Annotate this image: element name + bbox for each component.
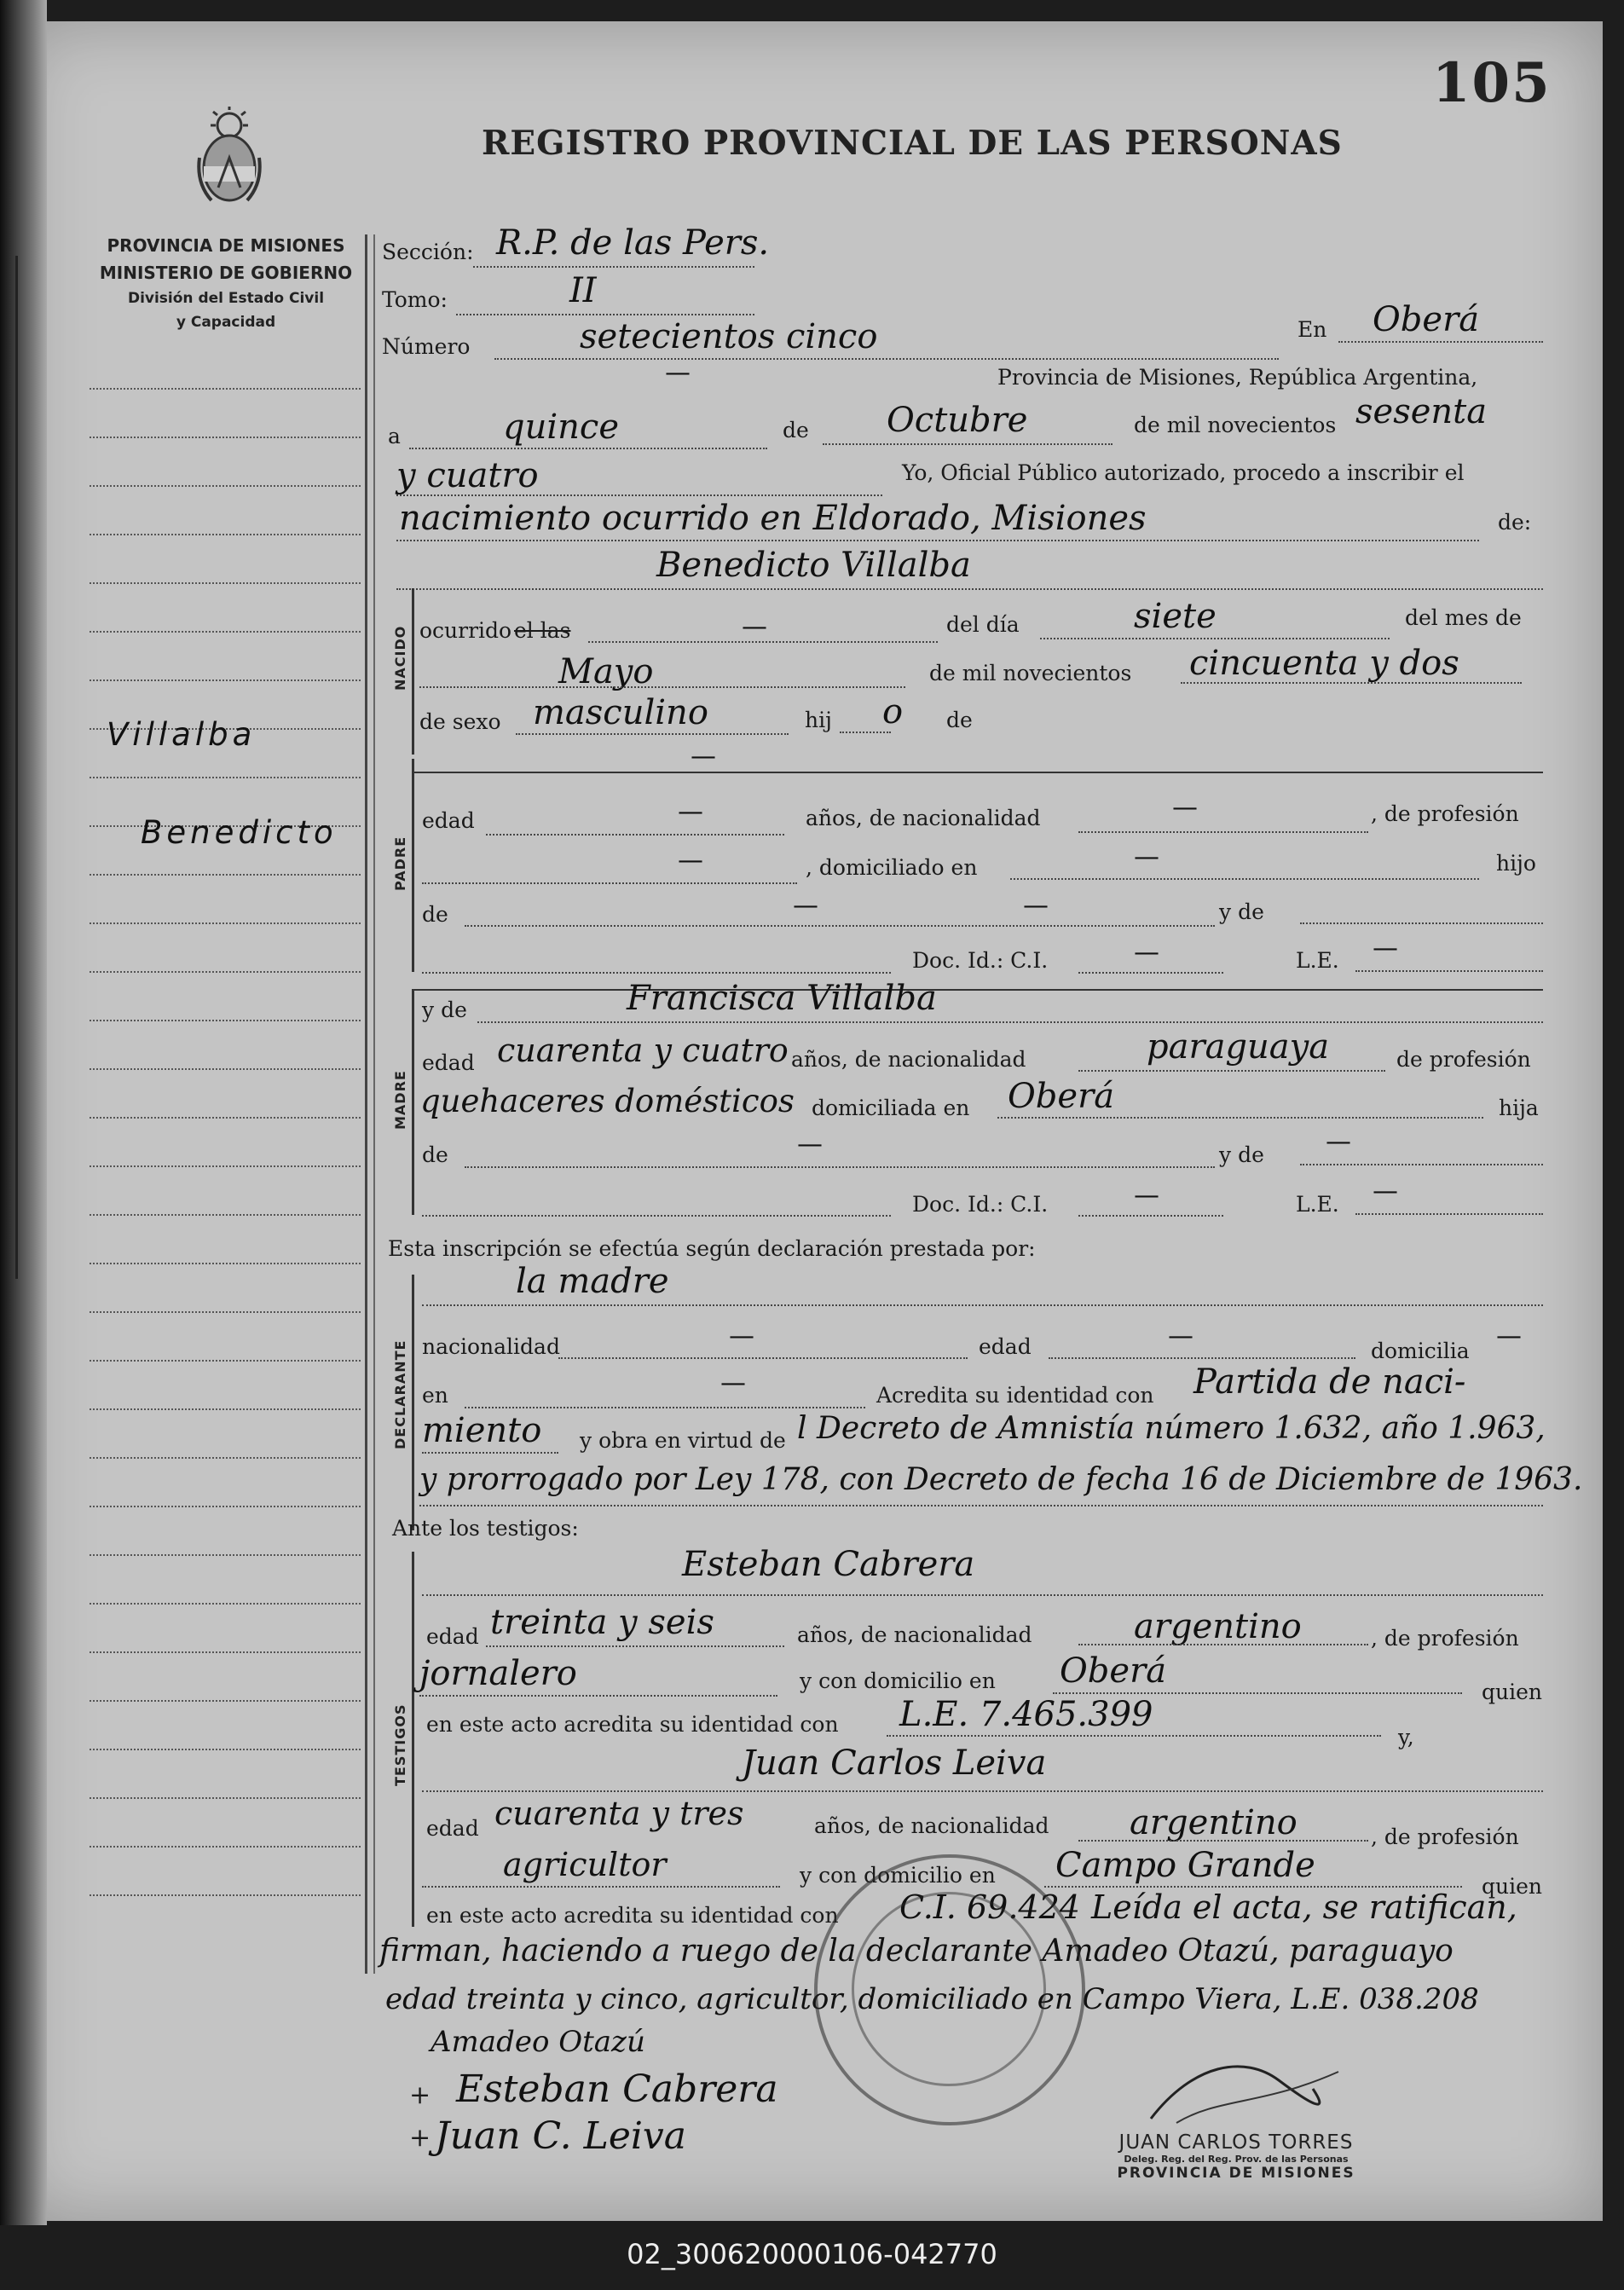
fill-line: [1078, 1070, 1385, 1072]
section-bar: [412, 1552, 414, 1927]
blank-dash: —: [1373, 1177, 1398, 1206]
margin-line: [90, 1068, 361, 1070]
testigo1-acto-label: en este acto acredita su identidad con: [426, 1712, 839, 1737]
declarante-acredita-label: Acredita su identidad con: [876, 1383, 1154, 1408]
spine-edge: [15, 256, 18, 1279]
testigo2-quien-label: quien: [1482, 1874, 1542, 1899]
del-dia-label: del día: [946, 612, 1020, 637]
testigo1-edad-value: treinta y seis: [490, 1603, 714, 1642]
margin-line: [90, 1263, 361, 1264]
fill-line: [422, 1215, 891, 1217]
madre-name-value: Francisca Villalba: [627, 979, 937, 1018]
mes-value: Mayo: [558, 652, 654, 691]
margin-line: [90, 1797, 361, 1799]
margin-given-name: Benedicto: [141, 814, 338, 851]
margin-line: [90, 1506, 361, 1507]
testigo2-nac-value: argentino: [1130, 1803, 1297, 1842]
blank-dash: —: [793, 891, 818, 921]
madre-dom-label: domiciliada en: [812, 1096, 970, 1120]
month-value: Octubre: [887, 401, 1028, 440]
numero-label: Número: [382, 334, 471, 359]
section-bar: [412, 1275, 414, 1530]
margin-surname: Villalba: [107, 716, 257, 753]
blank-dash: —: [1023, 891, 1049, 921]
fill-line: [516, 733, 789, 735]
nacido-section-label: NACIDO: [392, 625, 408, 691]
official-province: PROVINCIA DE MISIONES: [1117, 2165, 1355, 2182]
blank-dash: —: [1373, 934, 1398, 963]
padre-doc-label: Doc. Id.: C.I.: [912, 948, 1049, 973]
numero-value: setecientos cinco: [580, 317, 878, 356]
section-divider: [413, 772, 1543, 773]
madre-dom-value: Oberá: [1008, 1077, 1115, 1116]
nacido-de-label: de: [946, 708, 973, 732]
fill-line: [1040, 638, 1390, 639]
fill-line: [465, 925, 1215, 927]
testigo2-id-value: C.I. 69.424: [899, 1888, 1080, 1926]
fill-line: [419, 686, 905, 688]
book-spine: [0, 0, 47, 2225]
signature-witness-1: Esteban Cabrera: [456, 2067, 778, 2111]
margin-line: [90, 1020, 361, 1021]
testigo2-dom-value: Campo Grande: [1055, 1846, 1315, 1885]
blank-dash: —: [691, 742, 716, 772]
column-divider: [373, 234, 375, 1974]
blank-dash: —: [1168, 1321, 1193, 1351]
declarante-nac-label: nacionalidad: [422, 1334, 560, 1359]
padre-de-label: de: [422, 902, 448, 927]
testigo2-nac-label: años, de nacionalidad: [814, 1813, 1049, 1838]
declarante-obra-value-2: y prorrogado por Ley 178, con Decreto de fecha 16 de Diciembre de 1963.: [419, 1462, 1583, 1497]
tomo-label: Tomo:: [382, 287, 448, 312]
testigo1-dom-value: Oberá: [1060, 1651, 1167, 1691]
fill-line: [1338, 341, 1543, 343]
official-name: JUAN CARLOS TORRES: [1118, 2131, 1354, 2154]
margin-line: [90, 1408, 361, 1410]
margin-line: [90, 582, 361, 584]
page-number: 105: [1432, 51, 1552, 115]
testigo2-edad-value: cuarenta y tres: [494, 1795, 744, 1832]
official-department: Deleg. Reg. del Reg. Prov. de las Personas: [1124, 2154, 1349, 2165]
registered-name: Benedicto Villalba: [656, 546, 971, 585]
testigo1-name: Esteban Cabrera: [682, 1545, 975, 1584]
office-ministry: MINISTERIO DE GOBIERNO: [99, 263, 353, 283]
margin-line: [90, 1846, 361, 1848]
margin-line: [90, 1311, 361, 1313]
margin-line: [90, 1554, 361, 1556]
closing-line-2: firman, haciendo a ruego de la declarante Amadeo Otazú, paraguayo: [379, 1934, 1454, 1969]
madre-doc-label: Doc. Id.: C.I.: [912, 1192, 1049, 1217]
fill-line: [1078, 1840, 1368, 1842]
declarante-name-value: la madre: [516, 1262, 669, 1301]
blank-dash: —: [1134, 842, 1159, 872]
ante-testigos-label: Ante los testigos:: [392, 1516, 579, 1541]
official-signature-icon: [1142, 2038, 1347, 2140]
fill-line: [409, 448, 767, 449]
fill-line: [1078, 972, 1223, 974]
closing-line-3: edad treinta y cinco, agricultor, domiciliado en Campo Viera, L.E. 038.208: [385, 1982, 1479, 2016]
margin-line: [90, 437, 361, 438]
madre-le-label: L.E.: [1296, 1192, 1339, 1217]
fill-line: [422, 1594, 1543, 1596]
fill-line: [422, 1886, 780, 1888]
fill-line: [396, 588, 1543, 590]
fill-line: [494, 358, 1279, 360]
office-division: División del Estado Civil: [127, 290, 325, 307]
tomo-value: II: [569, 271, 597, 310]
fill-line: [1300, 922, 1543, 924]
testigo1-prof-value: jornalero: [419, 1654, 577, 1693]
fill-line: [422, 882, 797, 884]
fill-line: [558, 1357, 968, 1359]
section-bar: [412, 588, 414, 755]
seccion-label: Sección:: [382, 240, 474, 264]
fill-line: [422, 972, 891, 974]
fill-line: [1053, 1692, 1462, 1694]
madre-nac-value: paraguaya: [1147, 1027, 1330, 1067]
en-label: En: [1297, 317, 1327, 342]
declarante-domicilia-label: domicilia: [1371, 1339, 1470, 1363]
section-bar: [412, 759, 414, 972]
fill-line: [1355, 970, 1543, 972]
closing-line-1: Leída el acta, se ratifican,: [1091, 1888, 1517, 1926]
testigo2-prof-value: agricultor: [503, 1846, 667, 1883]
fill-line: [422, 1452, 558, 1454]
image-id-footer: 02_300620000106-042770: [627, 2238, 997, 2270]
anio-value: cincuenta y dos: [1189, 644, 1459, 683]
fill-line: [422, 1790, 1543, 1792]
fill-line: [1078, 1644, 1368, 1645]
declarante-acredita-value-1: Partida de naci-: [1193, 1362, 1466, 1402]
margin-line: [90, 1749, 361, 1750]
fill-line: [887, 1735, 1381, 1737]
signature-mark: +: [409, 2080, 431, 2110]
fill-line: [396, 494, 882, 496]
madre-nac-label: años, de nacionalidad: [791, 1047, 1026, 1072]
provincia-text: Provincia de Misiones, República Argentina,: [997, 365, 1478, 390]
blank-dash: —: [720, 1368, 746, 1398]
margin-line: [90, 1360, 361, 1362]
a-label: a: [388, 424, 401, 448]
fill-line: [588, 641, 938, 643]
testigo2-dom-label: y con domicilio en: [800, 1863, 996, 1888]
blank-dash: —: [742, 612, 767, 642]
margin-line: [90, 971, 361, 973]
margin-line: [90, 777, 361, 778]
coat-of-arms-icon: [194, 107, 264, 209]
madre-prof-value: quehaceres domésticos: [420, 1083, 795, 1119]
margin-line: [90, 388, 361, 390]
blank-dash: —: [665, 358, 691, 388]
testigo1-nac-value: argentino: [1134, 1607, 1302, 1646]
office-province: PROVINCIA DE MISIONES: [107, 235, 345, 256]
margin-line: [90, 1603, 361, 1605]
blank-dash: —: [797, 1130, 823, 1159]
declarante-acredita-value-2: miento: [422, 1411, 542, 1450]
fill-line: [422, 1304, 1543, 1306]
testigo1-prof-label: , de profesión: [1371, 1626, 1519, 1651]
fill-line: [1049, 1357, 1355, 1359]
fill-line: [473, 266, 754, 268]
padre-section-label: PADRE: [392, 836, 408, 891]
blank-dash: —: [678, 846, 703, 876]
signature-witness-2: Juan C. Leiva: [435, 2114, 687, 2158]
fill-line: [465, 1166, 1215, 1168]
declarante-obra-label: y obra en virtud de: [580, 1428, 786, 1453]
dia-value: siete: [1134, 597, 1217, 636]
padre-y-de-label: y de: [1219, 899, 1264, 924]
margin-line: [90, 679, 361, 681]
blank-dash: —: [678, 797, 703, 827]
margin-line: [90, 1651, 361, 1653]
de-label: de: [783, 418, 809, 442]
testigos-section-label: TESTIGOS: [392, 1703, 408, 1786]
issuing-office: [85, 232, 367, 334]
testigo2-edad-label: edad: [426, 1816, 479, 1841]
madre-prof-label: de profesión: [1396, 1047, 1531, 1072]
declarante-edad-label: edad: [979, 1334, 1032, 1359]
fill-line: [823, 443, 1113, 445]
fill-line: [1355, 1213, 1543, 1215]
padre-nac-label: años, de nacionalidad: [806, 806, 1041, 830]
signature-mark: +: [409, 2123, 431, 2153]
margin-line: [90, 1457, 361, 1459]
page-title: REGISTRO PROVINCIAL DE LAS PERSONAS: [482, 124, 1343, 163]
testigo1-dom-label: y con domicilio en: [800, 1668, 996, 1693]
padre-edad-label: edad: [422, 808, 475, 833]
madre-de-label: de: [422, 1142, 448, 1167]
blank-dash: —: [1326, 1127, 1351, 1157]
margin-line: [90, 1117, 361, 1119]
event-value: nacimiento ocurrido en Eldorado, Misiones: [399, 499, 1147, 538]
madre-hija-label: hija: [1499, 1096, 1539, 1120]
testigo1-nac-label: años, de nacionalidad: [797, 1622, 1032, 1647]
fill-line: [997, 1117, 1483, 1119]
official-seal: [814, 1854, 1085, 2125]
margin-line: [90, 1700, 361, 1702]
de-mil-label: de mil novecientos: [929, 661, 1132, 685]
section-bar: [412, 989, 414, 1215]
padre-le-label: L.E.: [1296, 948, 1339, 973]
margin-line: [90, 922, 361, 924]
testigo1-id-value: L.E. 7.465.399: [899, 1695, 1153, 1734]
fill-line: [419, 1695, 777, 1697]
fill-line: [1078, 831, 1368, 833]
fill-line: [465, 1407, 865, 1408]
hij-label: hij: [805, 708, 832, 732]
el-las-label: el las: [514, 618, 571, 643]
testigo2-name: Juan Carlos Leiva: [742, 1744, 1047, 1783]
declarante-intro: Esta inscripción se efectúa según declaración prestada por:: [388, 1236, 1036, 1261]
sexo-value: masculino: [533, 693, 708, 732]
padre-hijo-label: hijo: [1496, 851, 1536, 876]
fill-line: [396, 540, 1479, 541]
madre-edad-label: edad: [422, 1050, 475, 1075]
fill-line: [1300, 1164, 1543, 1165]
fill-line: [840, 732, 891, 733]
fill-line: [419, 1505, 1543, 1506]
year-prefix: de mil novecientos: [1134, 413, 1337, 437]
padre-dom-label: , domiciliado en: [806, 855, 978, 880]
blank-dash: —: [729, 1321, 754, 1351]
declarante-section-label: DECLARANTE: [392, 1339, 408, 1449]
del-mes-label: del mes de: [1405, 605, 1522, 630]
closing-line-4: Amadeo Otazú: [431, 2025, 645, 2059]
margin-line: [90, 1214, 361, 1216]
margin-line: [90, 1165, 361, 1167]
fill-line: [486, 834, 784, 836]
fill-line: [456, 314, 754, 315]
oficial-text: Yo, Oficial Público autorizado, procedo a inscribir el: [902, 460, 1465, 485]
fill-line: [486, 1645, 784, 1647]
seccion-value: R.P. de las Pers.: [496, 223, 770, 263]
madre-y-de2-label: y de: [1219, 1142, 1264, 1167]
padre-prof-label: , de profesión: [1371, 801, 1519, 826]
testigo1-quien-label: quien: [1482, 1680, 1542, 1704]
hij-value: o: [882, 692, 904, 732]
testigo1-edad-label: edad: [426, 1624, 479, 1649]
fill-line: [1181, 682, 1522, 684]
blank-dash: —: [1172, 793, 1198, 823]
de-colon-label: de:: [1498, 510, 1532, 535]
madre-y-de-label: y de: [422, 998, 467, 1022]
ocurrido-label: ocurrido: [419, 618, 512, 643]
margin-line: [90, 485, 361, 487]
margin-line: [90, 874, 361, 876]
margin-line: [90, 534, 361, 535]
madre-section-label: MADRE: [392, 1070, 408, 1130]
office-capacity: y Capacidad: [176, 314, 276, 331]
fill-line: [1010, 878, 1479, 880]
testigo2-prof-label: , de profesión: [1371, 1824, 1519, 1849]
declarante-en-label: en: [422, 1383, 448, 1408]
margin-line: [90, 1894, 361, 1896]
section-divider: [413, 989, 1543, 991]
en-value: Oberá: [1373, 300, 1480, 339]
day-value: quince: [503, 408, 619, 447]
madre-edad-value: cuarenta y cuatro: [497, 1032, 789, 1069]
fill-line: [477, 1021, 1543, 1023]
testigo2-acto-label: en este acto acredita su identidad con: [426, 1903, 839, 1928]
fill-line: [1044, 1886, 1462, 1888]
testigo-y-label: y,: [1398, 1725, 1414, 1749]
sexo-label: de sexo: [419, 709, 501, 734]
declarante-obra-value-1: l Decreto de Amnistía número 1.632, año 1.963,: [797, 1411, 1546, 1446]
blank-dash: —: [1134, 938, 1159, 968]
official-block: [1091, 2131, 1381, 2182]
year-value-1: sesenta: [1355, 392, 1488, 431]
column-divider: [365, 234, 367, 1974]
official-seal-inner: [852, 1892, 1046, 2086]
year-value-2: y cuatro: [396, 456, 539, 495]
fill-line: [1078, 1215, 1223, 1217]
blank-dash: —: [1496, 1321, 1522, 1351]
blank-dash: —: [1134, 1181, 1159, 1211]
margin-line: [90, 631, 361, 633]
